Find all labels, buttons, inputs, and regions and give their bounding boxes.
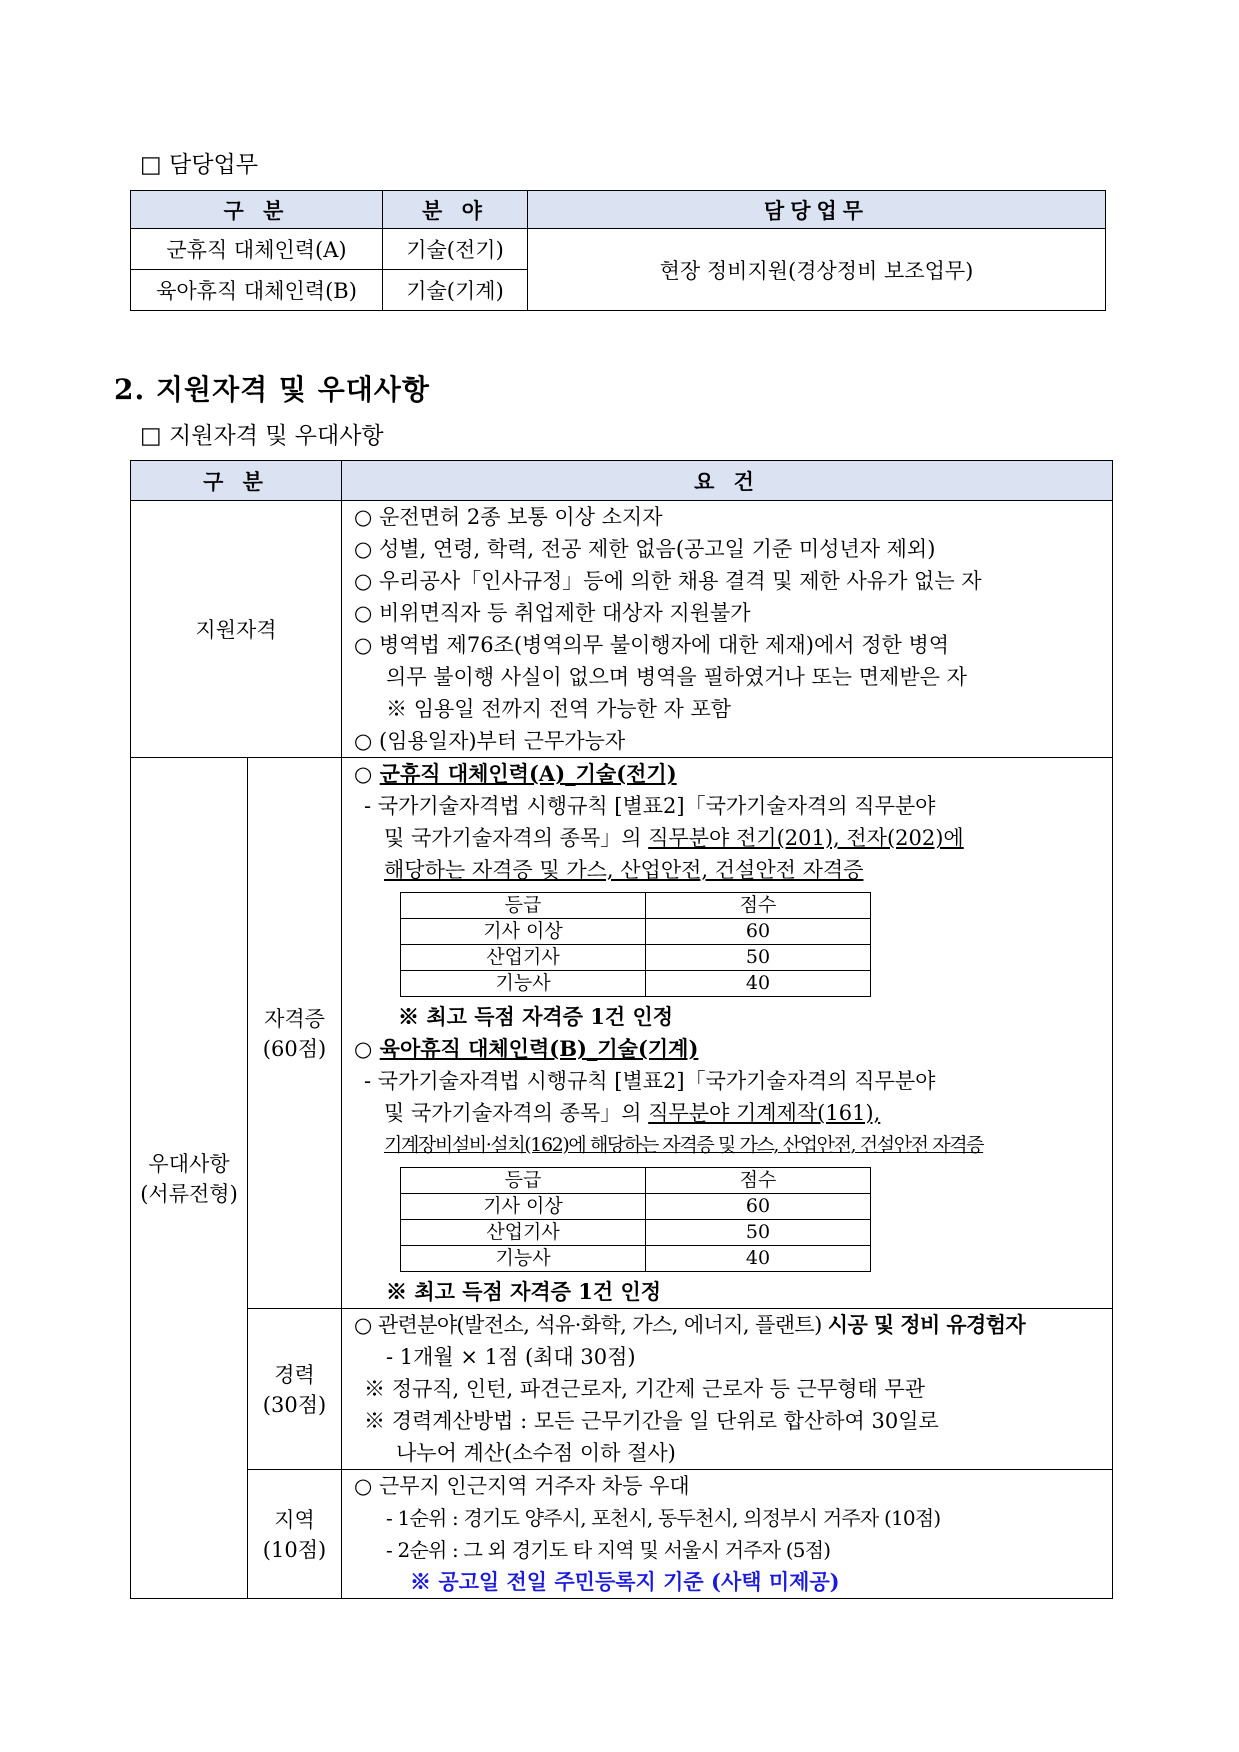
region-requirements [342,1470,1113,1599]
cert-requirements [342,758,1113,1309]
score-cell: 50 [646,945,871,971]
duty-header-task: 담당업무 [528,191,1106,229]
grade-cell: 기사 이상 [401,1194,646,1220]
score-cell: 40 [646,971,871,997]
eligibility-table [130,460,1113,1599]
cert-b-line: - 국가기술자격법 시행규칙 [별표2]「국가기술자격의 직무분야 [364,1069,936,1093]
elig-header-requirement: 요 건 [342,461,1113,501]
cert-b-title: ○ 육아휴직 대체인력(B)_기술(기계) [354,1036,699,1061]
score-cell: 40 [646,1246,871,1272]
duty-table [130,190,1106,311]
cert-b-note: ※ 최고 득점 자격증 1건 인정 [386,1279,662,1304]
career-line: ○ 관련분야(발전소, 석유·화학, 가스, 에너지, 플랜트) 시공 및 정비 유경험자 [354,1312,1026,1337]
elig-header-category: 구 분 [131,461,342,501]
eligibility-label: 지원자격 [131,501,342,758]
duty-row-field: 기술(기계) [383,270,528,311]
region-label [248,1470,342,1599]
duty-task: 현장 정비지원(경상정비 보조업무) [528,229,1106,311]
grade-header: 등급 [401,893,646,919]
score-cell: 60 [646,919,871,945]
eligibility-line: ○ 비위면직자 등 취업제한 대상자 지원불가 [354,601,751,625]
grade-cell: 기능사 [401,971,646,997]
eligibility-line: ○ 병역법 제76조(병역의무 불이행자에 대한 제재)에서 정한 병역 [354,633,950,657]
grade-cell: 기능사 [401,1246,646,1272]
cert-a-title: ○ 군휴직 대체인력(A)_기술(전기) [354,761,677,786]
career-line: ※ 정규직, 인턴, 파견근로자, 기간제 근로자 등 근무형태 무관 [364,1377,926,1401]
grade-table-a [400,892,871,997]
grade-cell: 산업기사 [401,945,646,971]
cert-a-line: - 국가기술자격법 시행규칙 [별표2]「국가기술자격의 직무분야 [364,794,936,818]
cert-a-note: ※ 최고 득점 자격증 1건 인정 [398,1004,674,1029]
eligibility-line: ○ 성별, 연령, 학력, 전공 제한 없음(공고일 기준 미성년자 제외) [354,537,936,561]
eligibility-line: 의무 불이행 사실이 없으며 병역을 필하였거나 또는 면제받은 자 [386,665,967,689]
region-points: (10점) [262,1538,327,1562]
duty-header-field: 분 야 [383,191,528,229]
duty-row-category: 육아휴직 대체인력(B) [131,270,383,311]
eligibility-line: ○ 우리공사「인사규정」등에 의한 채용 결격 및 제한 사유가 없는 자 [354,569,982,593]
score-cell: 60 [646,1194,871,1220]
duty-heading: □ 담당업무 [140,152,258,178]
duty-row-field: 기술(전기) [383,229,528,270]
career-label-main: 경력 [274,1363,315,1387]
region-line: - 2순위 : 그 외 경기도 타 지역 및 서울시 거주자 (5점) [386,1538,831,1562]
career-line: - 1개월 × 1점 (최대 30점) [386,1345,636,1369]
grade-header: 등급 [401,1168,646,1194]
score-header: 점수 [646,893,871,919]
eligibility-line: ※ 임용일 전까지 전역 가능한 자 포함 [386,697,732,721]
career-requirements [342,1309,1113,1470]
cert-label-main: 자격증 [264,1007,325,1031]
career-label [248,1309,342,1470]
preference-label-sub: (서류전형) [140,1182,238,1206]
region-line: ○ 근무지 인근지역 거주자 차등 우대 [354,1474,690,1498]
eligibility-line: ○ 운전면허 2종 보통 이상 소지자 [354,505,663,529]
cert-a-line: 해당하는 자격증 및 가스, 산업안전, 건설안전 자격증 [384,858,864,882]
cert-b-line: 및 국가기술자격의 종목」의 직무분야 기계제작(161), [384,1101,881,1125]
cert-b-line: 기계장비설비·설치(162)에 해당하는 자격증 및 가스, 산업안전, 건설안전 자격증 [384,1134,984,1156]
preference-label-main: 우대사항 [148,1152,230,1176]
cert-points: (60점) [262,1037,327,1061]
cert-label [248,758,342,1309]
score-cell: 50 [646,1220,871,1246]
score-header: 점수 [646,1168,871,1194]
region-note: ※ 공고일 전일 주민등록지 기준 (사택 미제공) [410,1569,840,1594]
grade-cell: 기사 이상 [401,919,646,945]
region-line: - 1순위 : 경기도 양주시, 포천시, 동두천시, 의정부시 거주자 (10점) [386,1506,941,1530]
cert-a-line: 및 국가기술자격의 종목」의 직무분야 전기(201), 전자(202)에 [384,826,964,850]
duty-row-category: 군휴직 대체인력(A) [131,229,383,270]
grade-table-b [400,1167,871,1272]
preference-label [131,758,248,1599]
duty-header-category: 구 분 [131,191,383,229]
grade-cell: 산업기사 [401,1220,646,1246]
career-line: 나누어 계산(소수점 이하 절사) [396,1441,676,1465]
career-points: (30점) [262,1393,327,1417]
eligibility-heading: □ 지원자격 및 우대사항 [140,423,384,449]
career-line: ※ 경력계산방법 : 모든 근무기간을 일 단위로 합산하여 30일로 [364,1409,939,1433]
eligibility-line: ○ (임용일자)부터 근무가능자 [354,729,626,753]
region-label-main: 지역 [274,1508,315,1532]
section-title: 2. 지원자격 및 우대사항 [114,373,430,406]
eligibility-requirements [342,501,1113,758]
